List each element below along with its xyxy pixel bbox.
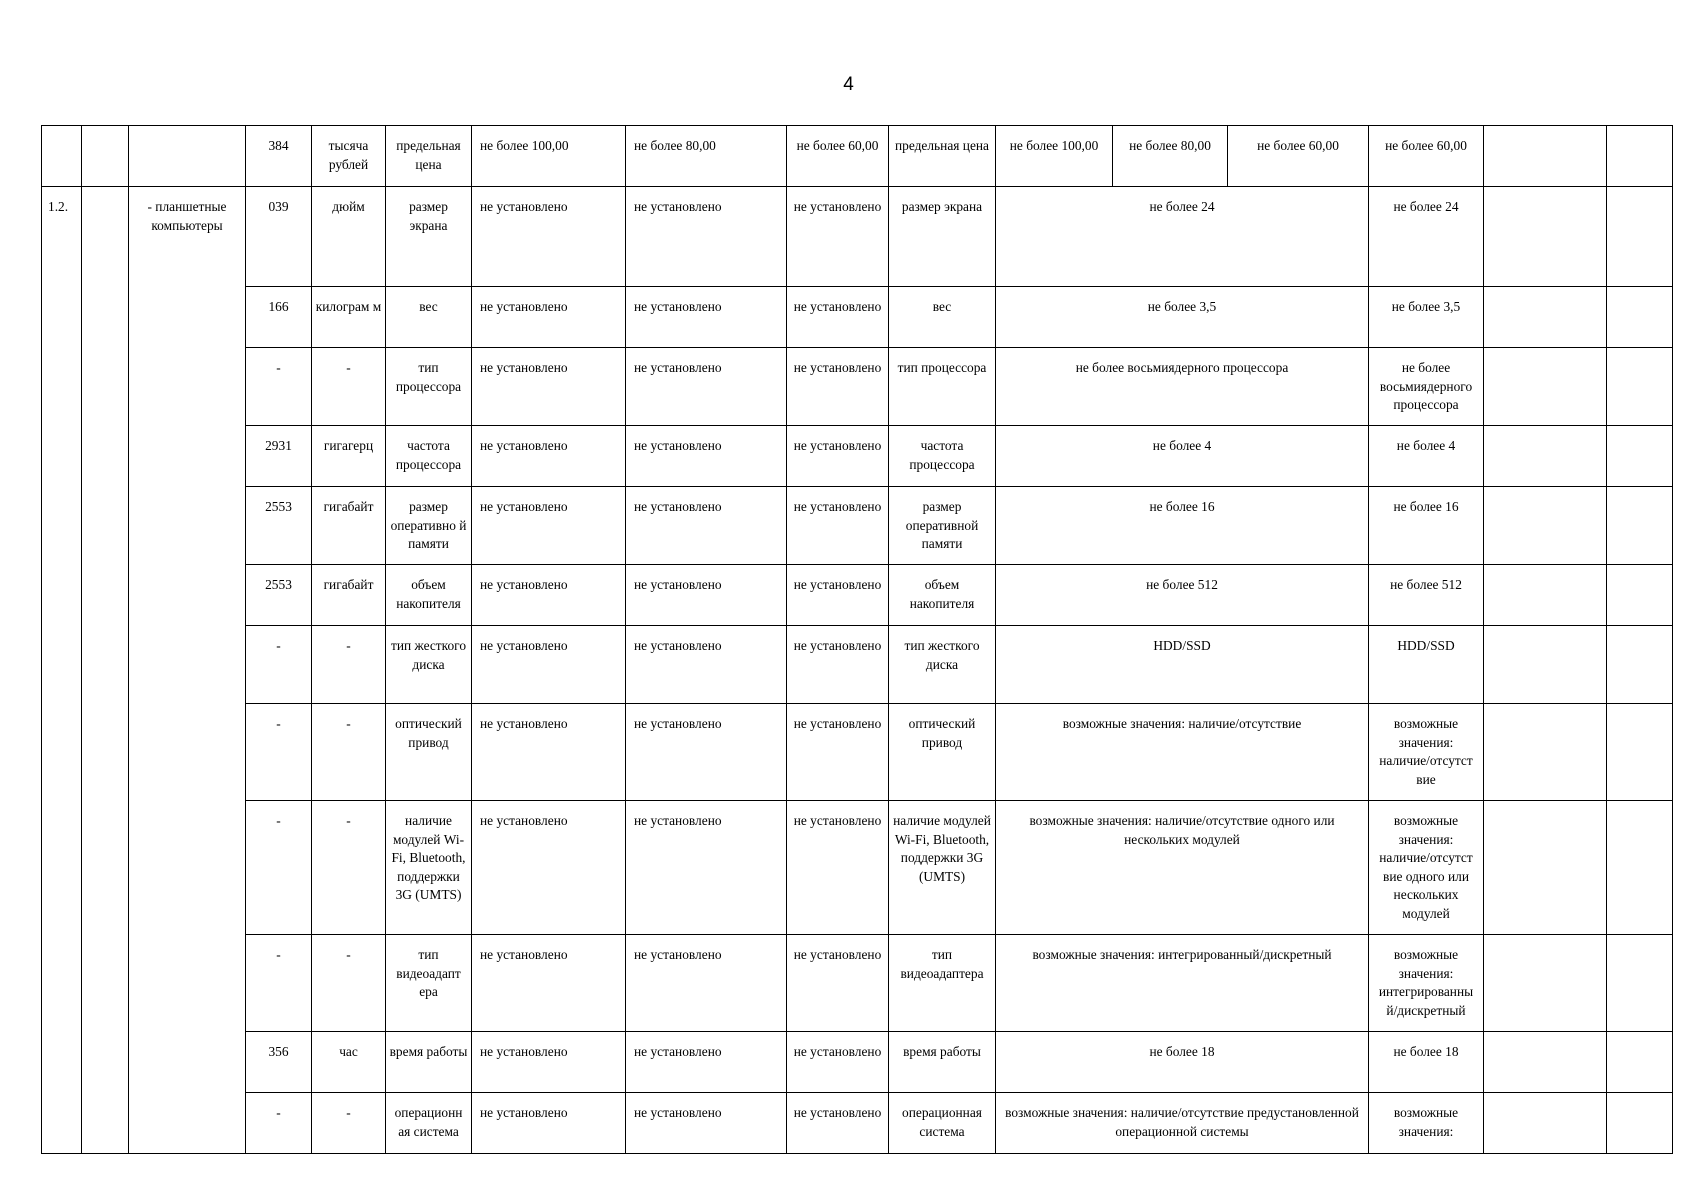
cell-param-name-2: предельная цена [889, 126, 996, 187]
cell-value-3: не установлено [787, 187, 889, 287]
table-row-price [42, 126, 1673, 187]
cell-unit: гигабайт [312, 487, 386, 565]
cell-merged-value: не более 4 [996, 426, 1369, 487]
cell-code: - [246, 348, 312, 426]
cell-value-3: не установлено [787, 565, 889, 626]
cell-value-1: не установлено [472, 935, 626, 1032]
cell-empty [1484, 287, 1607, 348]
cell-value-2: не установлено [626, 626, 787, 704]
cell-unit: - [312, 348, 386, 426]
cell-value-1: не установлено [472, 487, 626, 565]
cell-unit: - [312, 1093, 386, 1154]
cell-value-3: не установлено [787, 487, 889, 565]
table-row [42, 801, 1673, 935]
cell-unit: килограм м [312, 287, 386, 348]
cell-code: 166 [246, 287, 312, 348]
table-row [42, 487, 1673, 565]
cell-code: - [246, 935, 312, 1032]
cell-value-2: не установлено [626, 487, 787, 565]
cell-empty [1484, 426, 1607, 487]
cell-empty [1484, 187, 1607, 287]
cell-group-number: 1.2. [42, 187, 82, 1154]
cell-code: 356 [246, 1032, 312, 1093]
cell-param-name: время работы [386, 1032, 472, 1093]
cell-merged-value: возможные значения: наличие/отсутствие предустановленной операционной системы [996, 1093, 1369, 1154]
cell-param-name-2: частота процессора [889, 426, 996, 487]
cell-final: не более 18 [1369, 1032, 1484, 1093]
table-row [42, 565, 1673, 626]
cell-code: 039 [246, 187, 312, 287]
cell-value-2: не установлено [626, 801, 787, 935]
cell-unit: час [312, 1032, 386, 1093]
cell-empty [82, 187, 129, 1154]
cell-param-name: объем накопителя [386, 565, 472, 626]
cell-param-name: тип процессора [386, 348, 472, 426]
cell-code: - [246, 801, 312, 935]
cell-limit-1: не более 100,00 [996, 126, 1113, 187]
cell-empty [82, 126, 129, 187]
cell-final: возможные значения: наличие/отсутст вие [1369, 704, 1484, 801]
cell-final: не более 60,00 [1369, 126, 1484, 187]
cell-value-1: не установлено [472, 565, 626, 626]
table-row [42, 704, 1673, 801]
cell-empty [1484, 348, 1607, 426]
cell-empty [1607, 935, 1673, 1032]
cell-merged-value: возможные значения: наличие/отсутствие одного или нескольких модулей [996, 801, 1369, 935]
cell-value-1: не установлено [472, 287, 626, 348]
cell-value-3: не установлено [787, 426, 889, 487]
cell-value-3: не более 60,00 [787, 126, 889, 187]
cell-value-3: не установлено [787, 1032, 889, 1093]
cell-merged-value: возможные значения: наличие/отсутствие [996, 704, 1369, 801]
cell-code: 2553 [246, 565, 312, 626]
cell-empty [1484, 487, 1607, 565]
cell-empty [1484, 1032, 1607, 1093]
cell-value-2: не установлено [626, 1032, 787, 1093]
cell-param-name-2: размер экрана [889, 187, 996, 287]
cell-merged-value: не более 512 [996, 565, 1369, 626]
cell-unit: гигагерц [312, 426, 386, 487]
cell-param-name-2: операционная система [889, 1093, 996, 1154]
cell-final: возможные значения: [1369, 1093, 1484, 1154]
cell-empty [1607, 1032, 1673, 1093]
cell-final: не более 3,5 [1369, 287, 1484, 348]
cell-unit: - [312, 935, 386, 1032]
cell-merged-value: не более 16 [996, 487, 1369, 565]
cell-param-name: размер экрана [386, 187, 472, 287]
table-row [42, 287, 1673, 348]
cell-param-name: частота процессора [386, 426, 472, 487]
cell-value-2: не установлено [626, 1093, 787, 1154]
cell-value-2: не установлено [626, 565, 787, 626]
cell-value-1: не установлено [472, 426, 626, 487]
cell-empty [1484, 565, 1607, 626]
cell-final: не более 512 [1369, 565, 1484, 626]
cell-empty [1607, 348, 1673, 426]
cell-unit: - [312, 801, 386, 935]
cell-final: не более 4 [1369, 426, 1484, 487]
cell-empty [1607, 704, 1673, 801]
cell-unit: дюйм [312, 187, 386, 287]
cell-param-name-2: вес [889, 287, 996, 348]
cell-value-1: не более 100,00 [472, 126, 626, 187]
cell-empty [1484, 626, 1607, 704]
cell-code: - [246, 626, 312, 704]
cell-empty [1484, 126, 1607, 187]
table-row [42, 626, 1673, 704]
cell-param-name-2: наличие модулей Wi-Fi, Bluetooth, поддержки 3G (UMTS) [889, 801, 996, 935]
cell-empty [1607, 801, 1673, 935]
cell-param-name-2: тип процессора [889, 348, 996, 426]
cell-value-1: не установлено [472, 801, 626, 935]
cell-empty [1607, 126, 1673, 187]
cell-empty [1607, 187, 1673, 287]
cell-empty [1607, 565, 1673, 626]
cell-value-3: не установлено [787, 935, 889, 1032]
cell-merged-value: не более 24 [996, 187, 1369, 287]
cell-value-3: не установлено [787, 626, 889, 704]
cell-unit: - [312, 626, 386, 704]
cell-code: 2553 [246, 487, 312, 565]
cell-param-name-2: размер оперативной памяти [889, 487, 996, 565]
cell-code: 2931 [246, 426, 312, 487]
table-row [42, 426, 1673, 487]
cell-value-2: не установлено [626, 287, 787, 348]
table-row [42, 935, 1673, 1032]
cell-empty [129, 126, 246, 187]
cell-empty [42, 126, 82, 187]
cell-value-2: не установлено [626, 187, 787, 287]
specification-table [41, 125, 1673, 1154]
cell-value-1: не установлено [472, 626, 626, 704]
cell-value-2: не установлено [626, 348, 787, 426]
table-row [42, 187, 1673, 287]
cell-unit: тысяча рублей [312, 126, 386, 187]
cell-unit: гигабайт [312, 565, 386, 626]
cell-param-name: тип жесткого диска [386, 626, 472, 704]
cell-empty [1484, 704, 1607, 801]
cell-param-name: наличие модулей Wi-Fi, Bluetooth, поддержки 3G (UMTS) [386, 801, 472, 935]
cell-empty [1607, 287, 1673, 348]
cell-empty [1607, 626, 1673, 704]
cell-value-1: не установлено [472, 348, 626, 426]
cell-value-1: не установлено [472, 1032, 626, 1093]
cell-value-1: не установлено [472, 704, 626, 801]
table-row [42, 1032, 1673, 1093]
cell-final: возможные значения: наличие/отсутст вие одного или нескольких модулей [1369, 801, 1484, 935]
cell-final: HDD/SSD [1369, 626, 1484, 704]
cell-merged-value: HDD/SSD [996, 626, 1369, 704]
cell-final: возможные значения: интегрированны й/дискретный [1369, 935, 1484, 1032]
cell-merged-value: не более 3,5 [996, 287, 1369, 348]
cell-value-2: не установлено [626, 426, 787, 487]
cell-param-name: оптический привод [386, 704, 472, 801]
cell-param-name: размер оперативно й памяти [386, 487, 472, 565]
cell-param-name-2: тип видеоадаптера [889, 935, 996, 1032]
cell-value-2: не установлено [626, 935, 787, 1032]
cell-value-3: не установлено [787, 1093, 889, 1154]
cell-code: - [246, 1093, 312, 1154]
cell-empty [1484, 935, 1607, 1032]
cell-param-name-2: оптический привод [889, 704, 996, 801]
cell-group-title: - планшетные компьютеры [129, 187, 246, 1154]
cell-final: не более 24 [1369, 187, 1484, 287]
cell-unit: - [312, 704, 386, 801]
cell-limit-3: не более 60,00 [1228, 126, 1369, 187]
cell-code: - [246, 704, 312, 801]
cell-final: не более 16 [1369, 487, 1484, 565]
cell-empty [1484, 801, 1607, 935]
page-number: 4 [843, 74, 854, 95]
cell-merged-value: возможные значения: интегрированный/дискретный [996, 935, 1369, 1032]
cell-value-2: не более 80,00 [626, 126, 787, 187]
cell-param-name: тип видеоадапт ера [386, 935, 472, 1032]
cell-code: 384 [246, 126, 312, 187]
cell-value-3: не установлено [787, 801, 889, 935]
cell-value-1: не установлено [472, 187, 626, 287]
cell-param-name-2: тип жесткого диска [889, 626, 996, 704]
cell-value-2: не установлено [626, 704, 787, 801]
cell-final: не более восьмиядерного процессора [1369, 348, 1484, 426]
cell-empty [1607, 1093, 1673, 1154]
cell-value-3: не установлено [787, 704, 889, 801]
cell-param-name-2: время работы [889, 1032, 996, 1093]
table-row [42, 1093, 1673, 1154]
cell-empty [1607, 487, 1673, 565]
cell-value-3: не установлено [787, 348, 889, 426]
cell-empty [1484, 1093, 1607, 1154]
cell-empty [1607, 426, 1673, 487]
cell-param-name: предельная цена [386, 126, 472, 187]
cell-param-name: операционн ая система [386, 1093, 472, 1154]
table-row [42, 348, 1673, 426]
cell-merged-value: не более 18 [996, 1032, 1369, 1093]
cell-value-3: не установлено [787, 287, 889, 348]
cell-merged-value: не более восьмиядерного процессора [996, 348, 1369, 426]
cell-value-1: не установлено [472, 1093, 626, 1154]
cell-param-name-2: объем накопителя [889, 565, 996, 626]
cell-param-name: вес [386, 287, 472, 348]
cell-limit-2: не более 80,00 [1113, 126, 1228, 187]
